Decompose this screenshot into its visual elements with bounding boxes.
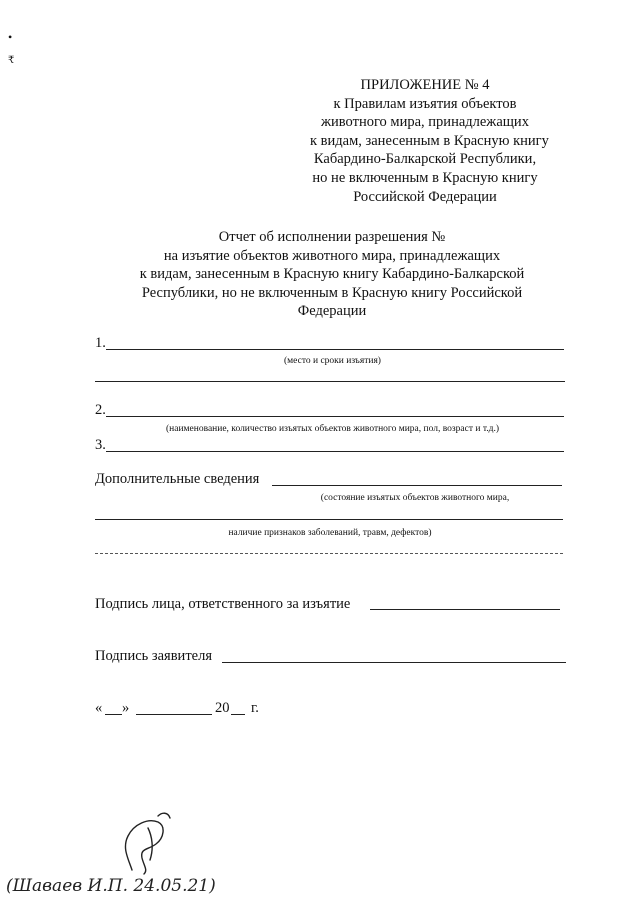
appendix-line: но не включенным в Красную книгу	[312, 169, 538, 186]
date-year-field[interactable]	[231, 714, 245, 715]
report-title-line: Республики, но не включенным в Красную книгу Российской	[141, 284, 523, 301]
appendix-header	[310, 76, 549, 206]
report-title-line: Федерации	[297, 303, 367, 320]
report-title	[90, 228, 574, 321]
item-1-field[interactable]	[106, 349, 564, 350]
item-1-number: 1.	[95, 335, 106, 351]
additional-info-field[interactable]	[272, 485, 562, 486]
appendix-line: к видам, занесенным в Красную книгу	[310, 132, 549, 149]
applicant-signature-field[interactable]	[222, 662, 566, 663]
handwritten-note: (Шаваев И.П. 24.05.21)	[6, 876, 216, 896]
handwritten-signature-icon	[118, 808, 178, 878]
date-close-quote: »	[122, 700, 130, 716]
item-2-number: 2.	[95, 402, 106, 418]
responsible-signature-field[interactable]	[370, 609, 560, 610]
item-2-caption: (наименование, количество изъятых объектов животного мира, пол, возраст и т.д.)	[165, 424, 500, 434]
date-open-quote: «	[95, 700, 103, 716]
date-year-suffix: г.	[251, 700, 259, 716]
report-title-line: на изъятие объектов животного мира, принадлежащих	[163, 247, 501, 264]
appendix-title: ПРИЛОЖЕНИЕ № 4	[360, 77, 490, 93]
report-title-line: Отчет об исполнении разрешения №	[218, 229, 446, 245]
item-2-field[interactable]	[106, 416, 564, 417]
item-3-field[interactable]	[106, 451, 564, 452]
additional-info-caption-condition: (состояние изъятых объектов животного мира,	[320, 493, 510, 503]
appendix-line: животного мира, принадлежащих	[321, 114, 529, 131]
date-month-field[interactable]	[136, 714, 212, 715]
additional-info-label: Дополнительные сведения	[95, 471, 260, 487]
item-1-field-continuation[interactable]	[95, 381, 565, 382]
report-title-line: к видам, занесенным в Красную книгу Кабардино-Балкарской	[139, 266, 525, 283]
item-1-caption: (место и сроки изъятия)	[284, 356, 381, 366]
appendix-line: к Правилам изъятия объектов	[333, 95, 517, 112]
margin-dot-mark: •	[8, 30, 13, 44]
item-3-number: 3.	[95, 437, 106, 453]
appendix-line: Российской Федерации	[353, 188, 497, 205]
date-day-field[interactable]	[105, 714, 122, 715]
margin-mark: ₹	[8, 55, 15, 66]
responsible-signature-label: Подпись лица, ответственного за изъятие	[95, 596, 351, 612]
additional-info-caption-diseases: наличие признаков заболеваний, травм, дефектов)	[228, 528, 432, 538]
appendix-line: Кабардино-Балкарской Республики,	[313, 151, 537, 168]
additional-info-field-line2[interactable]	[95, 519, 563, 520]
applicant-signature-label: Подпись заявителя	[95, 648, 212, 664]
additional-info-field-line3[interactable]	[95, 553, 563, 554]
date-year-prefix: 20	[215, 700, 230, 716]
